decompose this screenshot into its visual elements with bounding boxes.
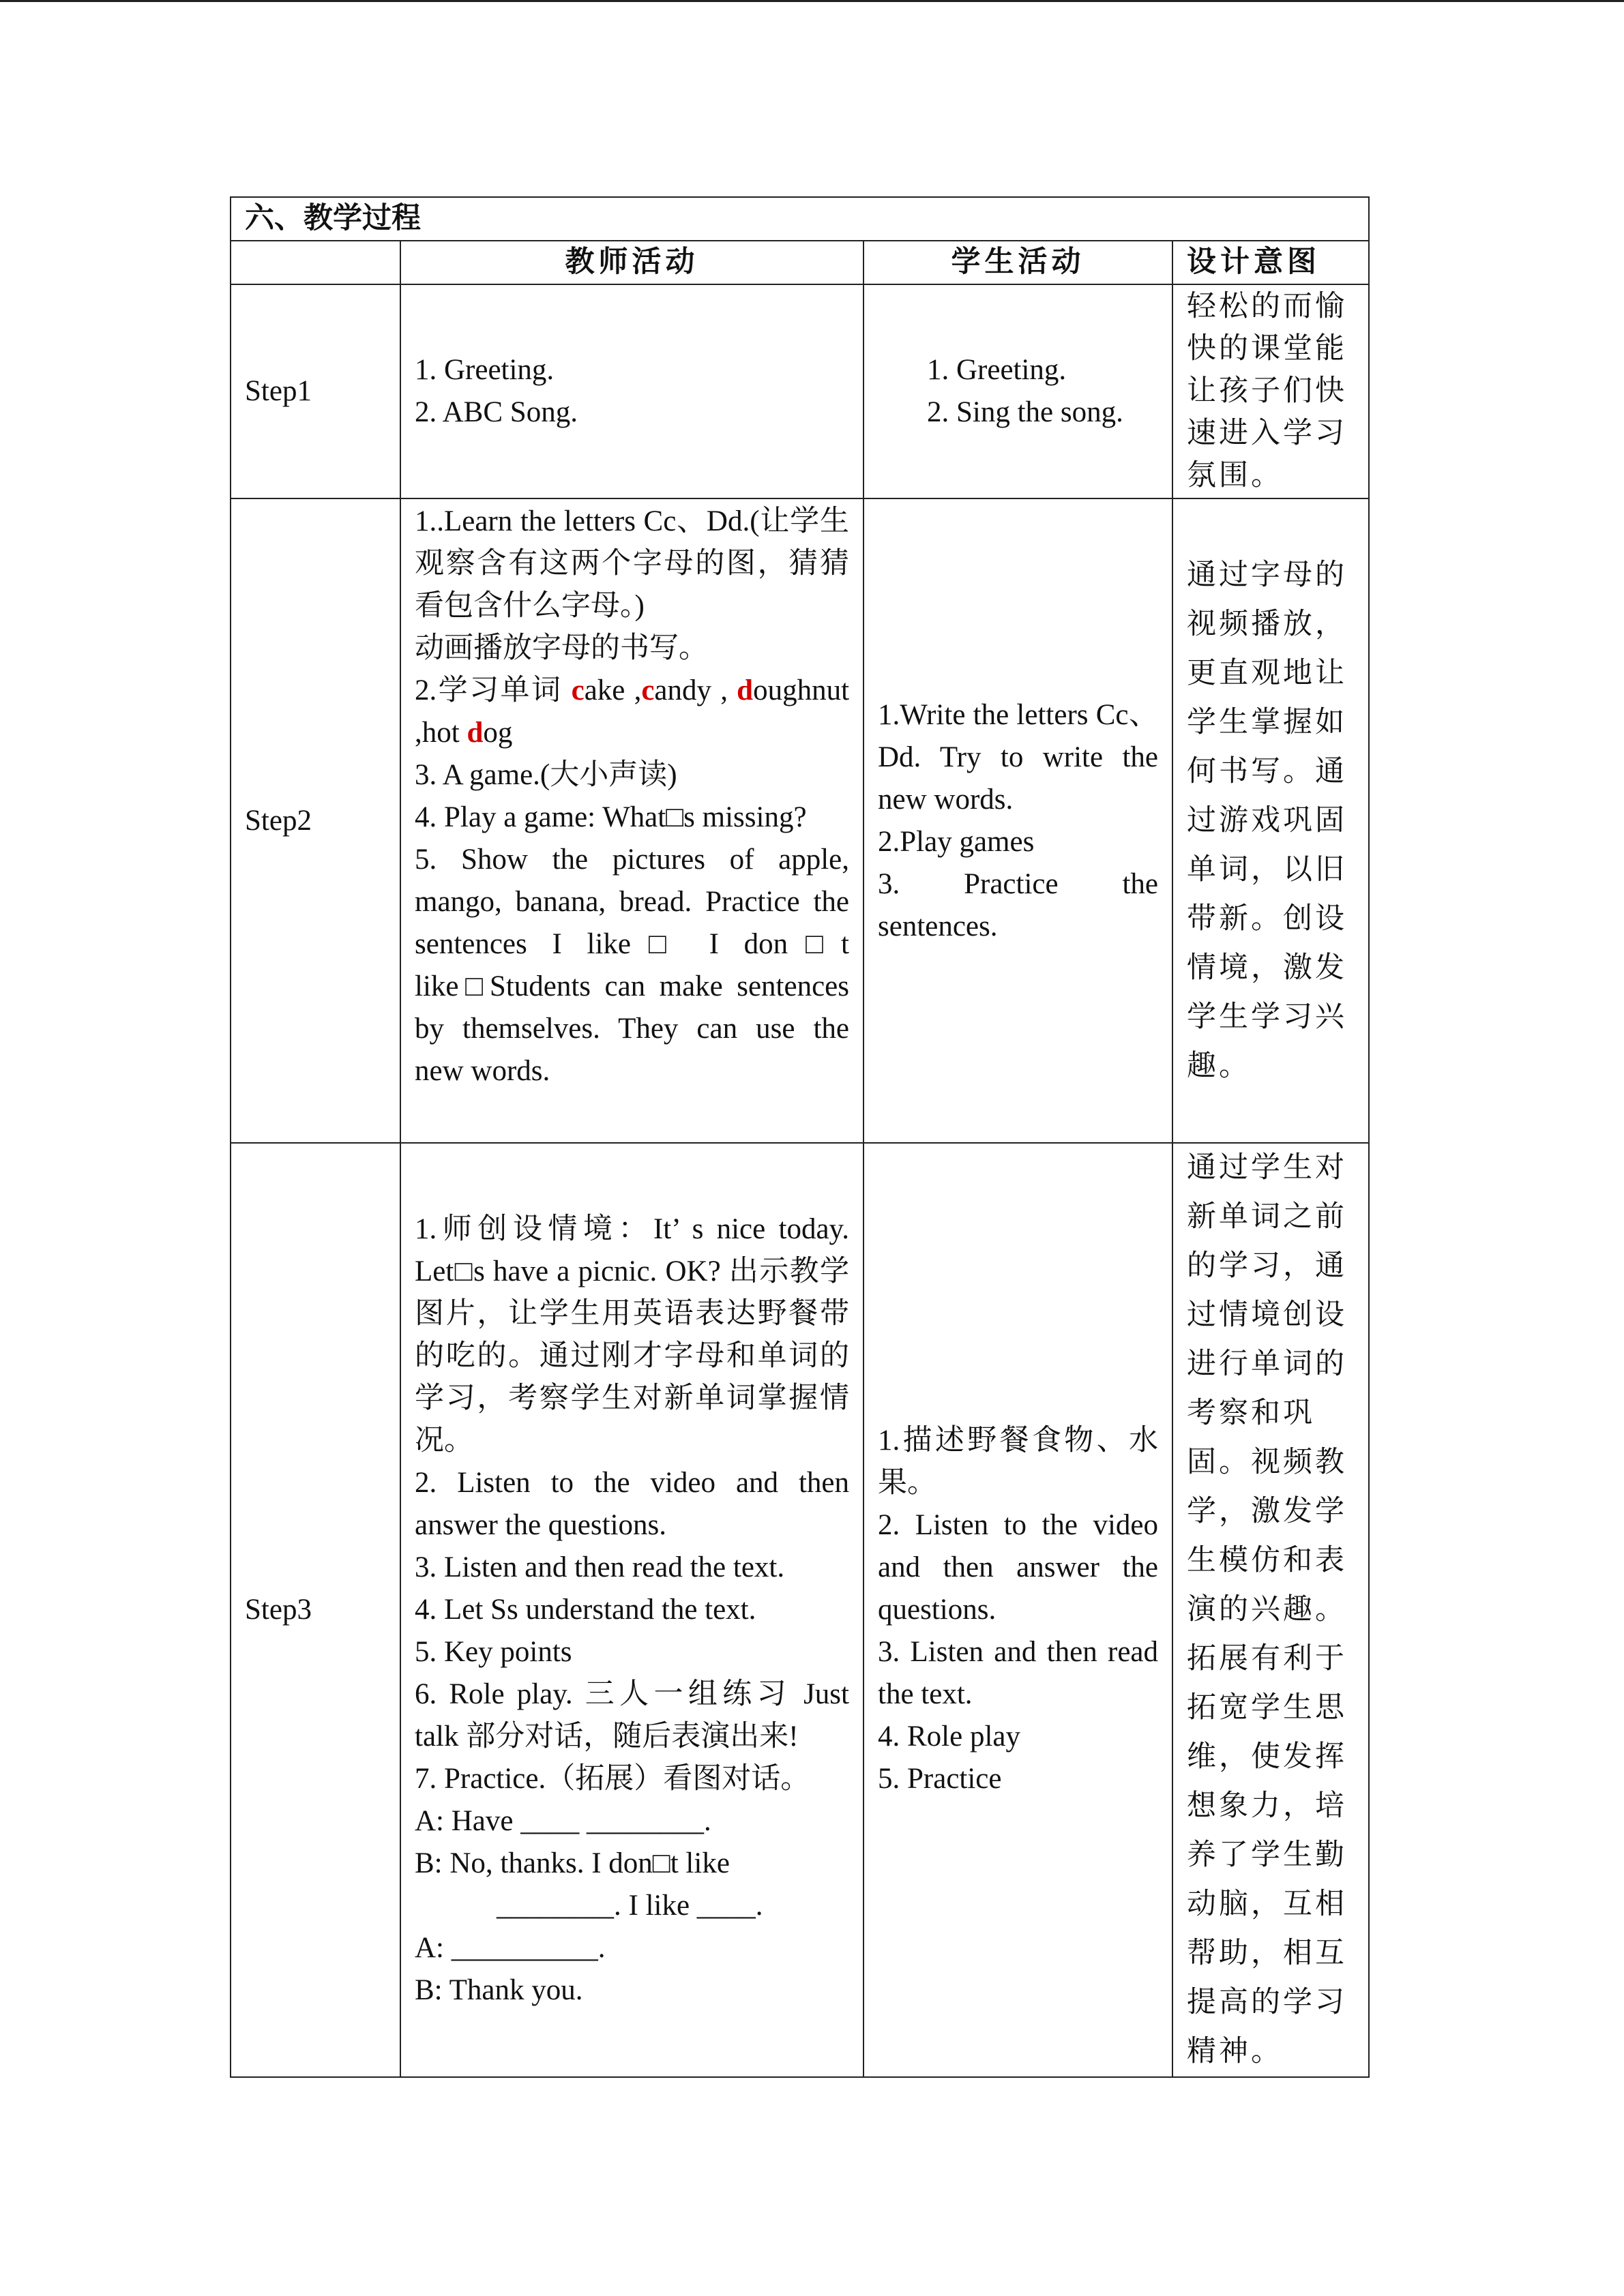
step2-teacher: [400, 498, 863, 1143]
step1-teacher-line: 1. Greeting.: [415, 354, 555, 386]
step3-student-line: 2. Listen to the video and then answer the questions.: [878, 1509, 1158, 1626]
step1-teacher: [400, 284, 863, 498]
dialogue-line-a1: A: Have ____ ________.: [415, 1805, 711, 1837]
step3-teacher-item4: 4. Let Ss understand the text.: [415, 1594, 756, 1626]
step1-row: [231, 284, 1369, 498]
step1-student-line: 1. Greeting.: [927, 354, 1067, 386]
highlight-letter-c: c: [641, 674, 655, 706]
header-step: [231, 241, 400, 284]
word-fragment: andy ,: [654, 674, 728, 706]
step3-label: Step3: [231, 1143, 400, 2077]
section-title-row: [231, 197, 1369, 241]
step3-design-intent: 通过学生对新单词之前的学习，通过情境创设进行单词的考察和巩固。视频教学，激发学生模仿和表演的兴趣。拓展有利于拓宽学生思维，使发挥想象力，培养了学生勤动脑，互相帮助，相互提高的学习精神。: [1172, 1143, 1369, 2077]
dialogue-line-b2: B: Thank you.: [415, 1974, 583, 2006]
step3-teacher-item2: 2. Listen to the video and then answer the questions.: [415, 1467, 849, 1541]
step3-teacher-item6: 6. Role play. 三人一组练习 Just talk 部分对话，随后表演出来!: [415, 1678, 849, 1753]
header-teacher-activity: 教师活动: [400, 241, 863, 284]
word-fragment: oughnut ,hot: [415, 674, 850, 749]
highlight-letter-d: d: [467, 717, 484, 749]
step3-student-line: 1.描述野餐食物、水果。: [878, 1425, 1158, 1499]
header-student-activity: 学生活动: [863, 241, 1172, 284]
step2-label: Step2: [231, 498, 400, 1143]
section-title: 六、教学过程: [231, 197, 1369, 241]
step2-teacher-item5: 5. Show the pictures of apple, mango, banana, bread. Practice the sentences I like□ I don□t like□Students can make sentences by themselves. They can use the new words.: [415, 844, 849, 1087]
step3-student: [863, 1143, 1172, 2077]
step2-student: [863, 498, 1172, 1143]
step3-teacher-item1: 1.师创设情境：It’ s nice today. Let□s have a picnic. OK? 出示教学图片，让学生用英语表达野餐带的吃的。通过刚才字母和单词的学习，考察学生对新单词掌握情况。: [415, 1213, 849, 1457]
step3-student-line: 4. Role play: [878, 1720, 1020, 1753]
step3-student-line: 5. Practice: [878, 1763, 1002, 1795]
highlight-letter-c: c: [571, 674, 585, 706]
dialogue-line-a2: A: __________.: [415, 1932, 606, 1964]
dialogue-line-b1: B: No, thanks. I don□t like: [415, 1847, 730, 1879]
step2-student-line: 3. Practice the sentences.: [878, 867, 1158, 942]
step3-teacher-item3: 3. Listen and then read the text.: [415, 1551, 785, 1583]
step2-teacher-item1: 1..Learn the letters Cc、Dd.(让学生观察含有这两个字母的图，猜猜看包含什么字母。): [415, 505, 849, 622]
word-fragment: og: [483, 717, 513, 749]
step2-teacher-item2: [415, 670, 849, 754]
header-design-intent: 设计意图: [1172, 241, 1369, 284]
step2-teacher-item4: 4. Play a game: What□s missing?: [415, 801, 807, 833]
step1-teacher-line: 2. ABC Song.: [415, 396, 578, 428]
step2-student-line: 2.Play games: [878, 825, 1035, 858]
highlight-letter-d: d: [737, 674, 754, 706]
step1-student-line: 2. Sing the song.: [927, 396, 1123, 428]
word-list-prefix: 2.学习单词: [415, 674, 572, 706]
step2-student-line: 1.Write the letters Cc、Dd. Try to write the new words.: [878, 698, 1158, 816]
page-top-border: [0, 0, 1624, 2]
step2-design-intent: 通过字母的视频播放，更直观地让学生掌握如何书写。通过游戏巩固单词，以旧带新。创设情境，激发学生学习兴趣。: [1172, 498, 1369, 1143]
step2-row: [231, 498, 1369, 1143]
step1-design-intent: 轻松的而愉快的课堂能让孩子们快速进入学习氛围。: [1172, 284, 1369, 498]
step3-teacher: [400, 1143, 863, 2077]
step3-student-line: 3. Listen and then read the text.: [878, 1636, 1158, 1710]
step2-teacher-item3: 3. A game.(大小声读): [415, 759, 677, 791]
step1-student: [863, 284, 1172, 498]
word-fragment: ake ,: [584, 674, 642, 706]
step3-row: [231, 1143, 1369, 2077]
step3-teacher-item7: 7. Practice.（拓展）看图对话。: [415, 1763, 810, 1795]
step1-label: Step1: [231, 284, 400, 498]
step2-teacher-item1b: 动画播放字母的书写。: [415, 632, 708, 664]
step3-teacher-item5: 5. Key points: [415, 1636, 572, 1668]
header-row: [231, 241, 1369, 284]
dialogue-line-b1-cont: ________. I like ____.: [497, 1890, 763, 1922]
teaching-process-table: [230, 196, 1370, 2078]
